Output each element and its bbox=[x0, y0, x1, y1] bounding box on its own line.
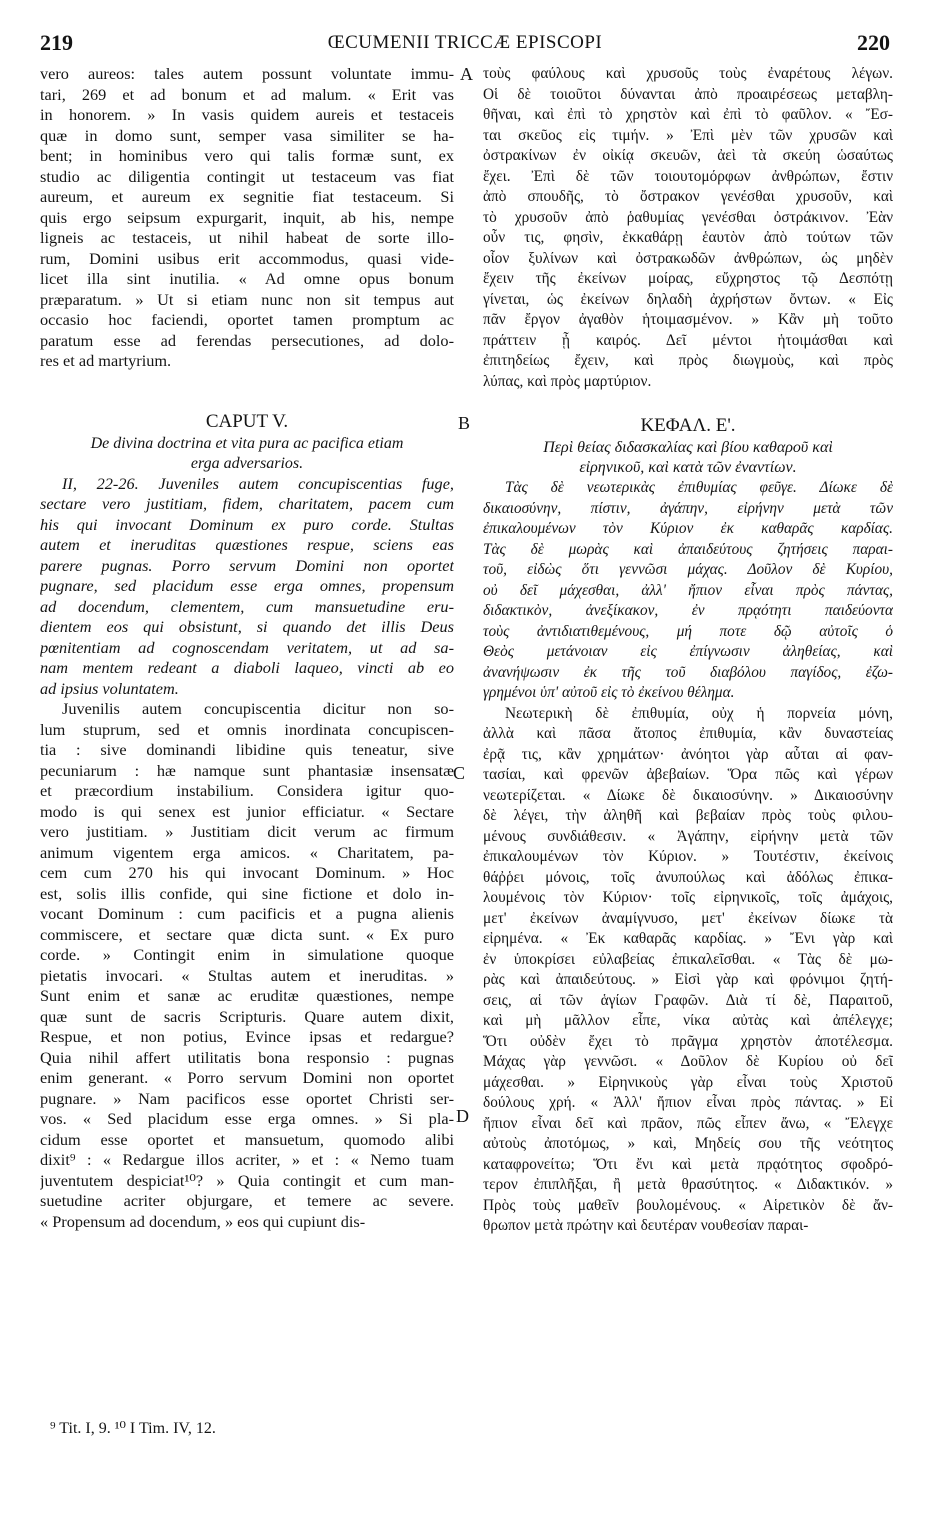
latin-block2-line: nam mentem redeant a diaboli laqueo, vincti ab eo bbox=[40, 658, 454, 677]
greek-block1-line: λύπας, καὶ πρὸς μαρτύριον. bbox=[483, 372, 652, 390]
latin-block1-line: ligneis ac testaceis, ut nihil habeat de sorte illo- bbox=[40, 228, 454, 247]
latin-block1-line: studio ac diligentia contingit ut testaceum vas fiat bbox=[40, 166, 454, 186]
latin-block1-line: in honorem. » In vasis quidem aureis et testaceis bbox=[40, 105, 454, 124]
latin-block1-line: vero aureos: tales autem possunt voluntate immu- bbox=[40, 64, 454, 83]
latin-column bbox=[40, 64, 454, 1232]
latin-block3-line: enim generant. « Porro servum Domini non oportet bbox=[40, 1068, 454, 1087]
latin-block3-line: est, solis illis confide, qui sine fictione et dolo in- bbox=[40, 883, 454, 903]
latin-block1-line: quæ in domo sunt, semper vasa similiter se ha- bbox=[40, 125, 454, 145]
latin-block3-line: animum vigentem erga amicos. « Charitatem, pa- bbox=[40, 842, 454, 862]
greek-chapter-heading: ΚΕΦΑΛ. Ε'. bbox=[640, 415, 736, 436]
greek-block3-line: νεωτερίζεται. « Δίωκε δὲ δικαιοσύνην. » Δικαιοσύνην bbox=[483, 786, 893, 804]
greek-block1-line: Οἱ δὲ τοιοῦτοι δύνανται ἀπὸ προαιρέσεως μεταβλη- bbox=[483, 85, 893, 103]
latin-block1-line: paratum esse ad ferendas persecutiones, ad dolo- bbox=[40, 330, 454, 350]
latin-block3-line: cem cum 270 his qui invocant Dominum. » Hoc bbox=[40, 863, 454, 882]
footnote: ⁹ Tit. I, 9. ¹⁰ I Tim. IV, 12. bbox=[50, 1420, 216, 1437]
greek-block1-line: πράττειν ᾖ καιρός. Δεῖ μέντοι ἡτοιμάσθαι καὶ bbox=[483, 331, 893, 349]
greek-block3-line: μένους συνδιάθεσιν. « Ἀγάπην, εἰρήνην μετὰ τῶν bbox=[483, 827, 893, 845]
latin-block3-line: juventutem despiciat¹⁰? » Quia contingit et cum man- bbox=[40, 1170, 454, 1190]
greek-block3-line: μετ' ἐκείνων ἀναμίγνυσο, μετ' ἐκείνων δίωκε τὰ bbox=[483, 909, 893, 927]
latin-block2-line: his qui invocant Dominum ex puro corde. Stultas bbox=[40, 514, 454, 534]
latin-block2-line: pugnare, sed placidum esse erga omnes, propensum bbox=[40, 576, 454, 595]
greek-block2-line: ἐπικαλουμένων τὸν Κύριον ἐκ καθαρᾶς καρδίας. bbox=[483, 520, 893, 537]
greek-chapter-subtitle: Περὶ θείας διδασκαλίας καὶ βίου καθαροῦ καὶ bbox=[543, 439, 833, 456]
greek-block2-line: ἀνανήψωσιν ἐκ τῆς τοῦ διαβόλου παγίδος, ἐζω- bbox=[483, 663, 893, 681]
greek-block3-line: Μάχας γὰρ γεννῶσι. « Δοῦλον δὲ Κυρίου οὐ δεῖ bbox=[483, 1053, 893, 1070]
latin-block3-line: lum stuprum, sed et omnis inordinata concupiscen- bbox=[40, 719, 454, 739]
latin-block1-line: bent; in hominibus vero qui talis formæ sunt, ex bbox=[40, 146, 454, 165]
greek-block3-line: μάχεσθαι. » Εἰρηνικοὺς γὰρ εἶναι τοὺς Χριστοῦ bbox=[483, 1073, 893, 1091]
latin-block1-line: aureum, et aureum ex segnitie fiat testaceum. Si bbox=[40, 187, 454, 206]
latin-block3-line: pecuniarum : hæ namque sunt phantasiæ insensatæ bbox=[40, 760, 454, 780]
greek-block1-line: θῆναι, καὶ ἐπὶ τὸ χρηστὸν καὶ ἐπὶ τὸ φαῦλον. « Ἔσ- bbox=[483, 106, 893, 123]
latin-block3-line: suetudine acriter objurgare, et temere ac severe. bbox=[40, 1191, 454, 1210]
greek-block2-line: διδακτικὸν, ἀνεξίκακον, ἐν πρᾳότητι παιδεύοντα bbox=[483, 602, 893, 619]
greek-block2-line: δικαιοσύνην, πίστιν, ἀγάπην, εἰρήνην μετὰ τῶν bbox=[483, 499, 893, 517]
latin-block3-line: « Propensum ad docendum, » eos qui cupiunt dis- bbox=[40, 1211, 366, 1231]
latin-block3-line: corde. » Contingit enim in simulatione quoque bbox=[40, 945, 454, 964]
latin-block1-line: quis ergo seipsum expurgarit, inquit, ab his, nempe bbox=[40, 207, 454, 227]
greek-block3-line: δὲ λέγει, τὴν ἀληθῆ καὶ βεβαίαν πρὸς τοὺς φιλου- bbox=[483, 807, 893, 824]
spacer bbox=[483, 392, 893, 414]
latin-block3-line: Juvenilis autem concupiscentia dicitur non so- bbox=[62, 699, 454, 718]
greek-block3-line: ἀλλὰ καὶ πᾶσα ἄτοπος ἐπιθυμία, κἂν δυναστείας bbox=[483, 725, 893, 742]
greek-block3-line: Νεωτερικὴ δὲ ἐπιθυμία, οὐχ ἡ πορνεία μόνη, bbox=[505, 704, 893, 722]
latin-block1-line: præparatum. » Ut si etiam nunc non sit tempus aut bbox=[40, 289, 454, 309]
greek-block3-line: σεις, αἱ τῶν ἁγίων Γραφῶν. Διὰ τί δὲ, Παραιτοῦ, bbox=[483, 991, 893, 1009]
greek-block1-line: ὀστρακίνων ἐν οἰκίᾳ σκευῶν, ἀεὶ τὰ σκεύη ὡσαύτως bbox=[483, 147, 893, 164]
greek-block1-line: τοὺς φαύλους καὶ χρυσοῦς τοὺς ἐναρέτους λέγων. bbox=[483, 65, 893, 82]
latin-block1-line: tari, 269 et ad bonum et ad malum. « Erit vas bbox=[40, 84, 454, 104]
greek-block3-line: λουμένοις τὸν Κύριον· τοῖς εἰρηνικοῖς, τοῖς ἀμάχοις, bbox=[483, 889, 893, 906]
greek-block1-line: τὸ χρυσοῦν ἀπὸ ῥαθυμίας γενέσθαι ὀστράκινον. Ἐὰν bbox=[483, 208, 893, 226]
latin-block1-line: rum, Domini usibus erit accommodus, quasi vide- bbox=[40, 248, 454, 268]
greek-block3-line: τερον ἐπιπλῆξαι, ἢ μετὰ θρασύτητος. « Διδακτικόν. » bbox=[483, 1176, 893, 1193]
latin-block3-line: quæ sunt de sacris Scripturis. Quare autem dixit, bbox=[40, 1006, 454, 1026]
greek-block3-line: θάῤῥει μόνοις, τοῖς ἀνυπούλως καὶ ἀδόλως ἐπικα- bbox=[483, 868, 893, 886]
greek-block3-line: καὶ μὴ μᾶλλον εἶπε, νίκα αὐτὰς καὶ ἀπέλεγχε; bbox=[483, 1012, 893, 1029]
latin-block3-line: pugnare. » Nam pacificos esse oportet Christi ser- bbox=[40, 1088, 454, 1108]
page-number-left: 219 bbox=[40, 30, 73, 55]
latin-block1-line: occasio hoc faciendi, oportet tamen promptum ac bbox=[40, 310, 454, 329]
page-number-right: 220 bbox=[857, 30, 890, 55]
greek-block1-line: πᾶν ἔργον ἀγαθὸν ἡτοιμασμένον. » Κἂν μὴ τοῦτο bbox=[483, 311, 893, 328]
greek-block2-line: τοὺς ἀντιδιατιθεμένους, μή ποτε δῷ αὐτοῖς ὁ bbox=[483, 622, 893, 640]
greek-block2-line: Τὰς δὲ νεωτερικὰς ἐπιθυμίας φεῦγε. Δίωκε δὲ bbox=[505, 479, 893, 496]
latin-chapter-subtitle: erga adversarios. bbox=[190, 454, 304, 472]
latin-block3-line: pietatis invocari. « Stultas autem et ineruditas. » bbox=[40, 965, 454, 985]
latin-block3-line: modo is qui senex est junior efficiatur. « Sectare bbox=[40, 801, 454, 821]
latin-block2-line: ad docendum, clementem, cum mansuetudine eru- bbox=[40, 596, 454, 616]
greek-block1-line: ἔχει. Ἐπὶ δὲ τῶν τοιουτομόρφων ἀνθρώπων, ἔστιν bbox=[483, 167, 893, 185]
greek-block3-line: καταφρονείτω; Ὅτι ἔνι καὶ μετὰ πρᾳότητος σφοδρό- bbox=[483, 1155, 893, 1173]
greek-block3-line: δούλους χρή. « Ἀλλ' ἤπιον εἶναι πρὸς πάντας. » Εἰ bbox=[483, 1094, 893, 1111]
latin-block2-line: autem et ineruditas quæstiones respue, sciens eas bbox=[40, 535, 454, 554]
latin-chapter-heading: CAPUT V. bbox=[205, 410, 289, 432]
latin-block3-line: tia : sive dominandi libidine quis teneatur, sive bbox=[40, 740, 454, 759]
latin-block3-line: Quia nihil affert utilitatis bona responsio : pugnas bbox=[40, 1047, 454, 1067]
greek-block3-line: ἐπικαλουμένων τὸν Κύριον. » Τουτέστιν, ἐκείνοις bbox=[483, 848, 893, 865]
latin-block1-line: licet illa sint inutilia. « Ad omne opus bonum bbox=[40, 269, 454, 288]
greek-block3-line: ἤπιον εἶναι δεῖ καὶ πρᾶον, πῶς εἶπεν ἄνω, « Ἔλεγχε bbox=[483, 1114, 893, 1132]
latin-block2-line: parere pugnas. Porro servum Domini non oportet bbox=[40, 555, 454, 575]
greek-block3-line: θρωπον μετὰ πρώτην καὶ δευτέραν νουθεσίαν παραι- bbox=[483, 1217, 809, 1234]
greek-block3-line: τασίαι, καὶ φρενῶν ἀβεβαίων. Ὅρα πῶς καὶ γέρων bbox=[483, 766, 893, 783]
greek-block3-line: ἐρᾷ τις, κἂν χρημάτων· ἀνόητοι γὰρ αὗται αἱ φαν- bbox=[483, 745, 893, 763]
greek-block2-line: Θεὸς μετάνοιαν εἰς ἐπίγνωσιν ἀληθείας, καὶ bbox=[483, 643, 893, 660]
latin-block1-line: res et ad martyrium. bbox=[40, 351, 172, 370]
latin-block3-line: Respue, et non potius, Evince ipsas et redargue? bbox=[40, 1027, 454, 1046]
page-header bbox=[40, 30, 890, 60]
latin-chapter-subtitle: De divina doctrina et vita pura ac pacifica etiam bbox=[90, 434, 404, 452]
margin-letter-c: C bbox=[453, 763, 466, 783]
greek-block2-line: γρημένοι ὑπ' αὐτοῦ εἰς τὸ ἐκείνου θέλημα. bbox=[483, 684, 735, 701]
latin-block2-line: pœnitentiam ad cognoscendam veritatem, ut ad sa- bbox=[40, 637, 454, 657]
greek-block1-line: ἐπιτηδείως ἔχειν, καὶ πρὸς διωγμοὺς, καὶ πρὸς bbox=[483, 352, 893, 369]
margin-letter-d: D bbox=[456, 1106, 469, 1126]
greek-block3-line: ἐν ὑποκρίσει εὐλαβείας ἐπικαλεῖσθαι. « Τὰς δὲ μω- bbox=[483, 950, 893, 968]
greek-block2-line: Τὰς δὲ μωρὰς καὶ ἀπαιδεύτους ζητήσεις παραι- bbox=[483, 540, 893, 558]
greek-block1-line: ἔχειν τῆς ἐκείνων μοίρας, εὔχρηστος τῷ Δεσπότῃ bbox=[483, 270, 893, 287]
margin-letter-a: A bbox=[460, 64, 473, 84]
greek-block3-line: Πρὸς τοὺς μαθεῖν βουλομένους. « Αἱρετικὸν δὲ ἄν- bbox=[483, 1196, 893, 1214]
greek-column bbox=[483, 64, 893, 1237]
greek-chapter-subtitle: εἰρηνικοῦ, καὶ κατὰ τῶν ἐναντίων. bbox=[579, 459, 797, 476]
spacer bbox=[40, 372, 454, 410]
latin-block2-line: ad ipsius voluntatem. bbox=[40, 678, 179, 698]
latin-block2-line: sectare vero justitiam, fidem, charitatem, pacem cum bbox=[40, 494, 454, 513]
greek-block1-line: ται σκεῦος εἰς τιμήν. » Ἐπὶ μὲν τῶν χρυσῶν καὶ bbox=[483, 126, 893, 144]
latin-block3-line: vos. « Sed placidum esse erga omnes. » Si pla- bbox=[40, 1109, 454, 1128]
latin-block3-line: et præcordium instabilium. Considera igitur quo- bbox=[40, 781, 454, 800]
latin-block3-line: vero justitiam. » Justitiam dicit verum ac firmum bbox=[40, 822, 454, 841]
latin-block3-line: vocant Dominum : cum pacificis et a pugna alienis bbox=[40, 904, 454, 923]
latin-block3-line: dixit⁹ : « Redargue illos acriter, » et : « Nemo tuam bbox=[40, 1150, 454, 1169]
latin-block2-line: II, 22-26. Juveniles autem concupiscentias fuge, bbox=[62, 473, 454, 493]
latin-block3-line: cidum esse oportet et mansuetum, quomodo alibi bbox=[40, 1129, 454, 1149]
greek-block3-line: αὐτοὺς ἀποτόμως, » καὶ, Μηδείς σου τῆς νεότητος bbox=[483, 1135, 893, 1152]
greek-block2-line: οὐ δεῖ μάχεσθαι, ἀλλ' ἤπιον εἶναι πρὸς πάντας, bbox=[483, 581, 893, 599]
greek-block1-line: γίνεται, ὡς ἐκείνων δηλαδὴ ἀχρήστων ὄντων. « Εἰς bbox=[483, 290, 893, 308]
greek-block1-line: ἀπὸ σπουδῆς, τὸ ὄστρακον γενέσθαι χρυσοῦν, καὶ bbox=[483, 188, 893, 205]
greek-block3-line: εἰρημένα. « Ἐκ καθαρᾶς καρδίας. » Ἔνι γὰρ καὶ bbox=[483, 930, 893, 947]
latin-block3-line: Sunt enim et sanæ ac eruditæ quæstiones, nempe bbox=[40, 986, 454, 1005]
latin-block3-line: commiscere, et sectare quæ dicta sunt. « Ex puro bbox=[40, 924, 454, 944]
greek-block2-line: τοῦ, εἰδὼς ὅτι γεννῶσι μάχας. Δοῦλον δὲ Κυρίου, bbox=[483, 561, 893, 578]
greek-block1-line: οὖν τις, φησὶν, ἐκκαθάρῃ ἑαυτὸν ἀπὸ τούτων τῶν bbox=[483, 229, 893, 246]
running-title: ŒCUMENII TRICCÆ EPISCOPI bbox=[327, 32, 603, 53]
greek-block3-line: ρὰς καὶ ἀπαιδεύτους. » Εἰσὶ γὰρ καὶ φρόνιμοι ζητή- bbox=[483, 971, 893, 988]
margin-letter-b: B bbox=[458, 413, 471, 433]
greek-block1-line: οἷον ξυλίνων καὶ ὀστρακωδῶν ἀνθρώπων, ὡς μηδὲν bbox=[483, 249, 893, 267]
greek-block3-line: Ὅτι οὐδὲν ἔχει τὸ πρᾶγμα χρηστὸν ἀποτέλεσμα. bbox=[483, 1032, 893, 1050]
latin-block2-line: dientem eos qui obsistunt, si quando det illis Deus bbox=[40, 617, 454, 636]
